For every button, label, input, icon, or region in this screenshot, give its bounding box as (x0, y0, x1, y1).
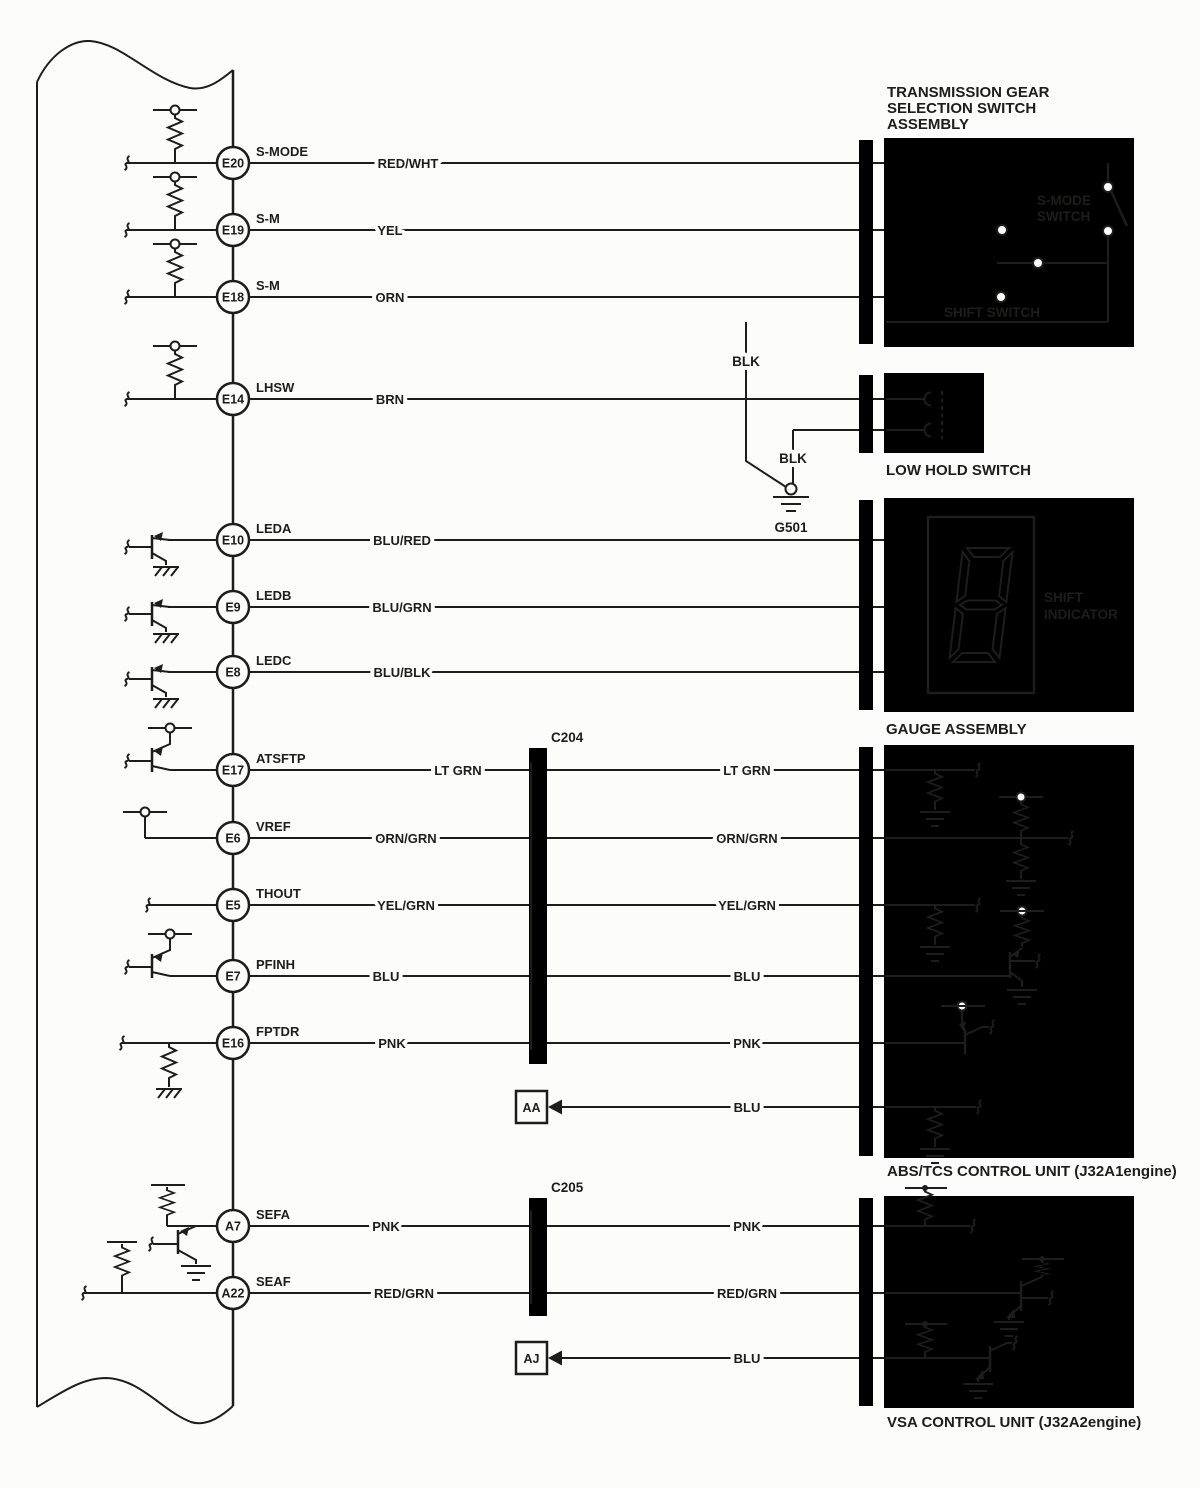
wire-color-label: BLU/BLK (373, 664, 431, 680)
unit-gauge-assembly (859, 498, 1134, 738)
wire-color-label: LT GRN (434, 762, 482, 778)
transistor-pullup-icon (125, 724, 193, 773)
connector-c205 (529, 1180, 584, 1316)
pin-e5 (217, 889, 249, 921)
wire-color-label: BLU/GRN (372, 599, 432, 615)
wire-color-label: YEL/GRN (718, 897, 776, 913)
control-module-torn-strip (37, 41, 233, 1423)
signal-label: S-MODE (256, 144, 308, 159)
svg-text:E10: E10 (221, 533, 245, 548)
pin-e7 (217, 960, 249, 992)
wire-color-label: PNK (733, 1218, 761, 1234)
pulldown-resistor-icon (156, 1043, 182, 1098)
svg-text:E9: E9 (225, 600, 241, 615)
wire-color-label: RED/GRN (717, 1285, 777, 1301)
pin-e18 (217, 281, 249, 313)
pullup-resistor-icon (107, 1242, 137, 1293)
ground-g501-icon (773, 484, 809, 512)
gauge-assembly-label: GAUGE ASSEMBLY (886, 721, 1027, 738)
wire-color-label: BLK (779, 451, 807, 466)
wire-color-label: BLU (733, 968, 761, 984)
vref-pullup-icon (123, 808, 167, 839)
pin-e17 (217, 754, 249, 786)
signal-label: SEFA (256, 1207, 290, 1222)
signal-label: ATSFTP (256, 751, 306, 766)
connector-c204-label: C204 (551, 730, 584, 745)
wire-color-labels-right (716, 763, 777, 1366)
pullup-resistor-icon (153, 106, 197, 164)
wire-color-label: BLU (733, 1350, 761, 1366)
wire-color-label: BLK (732, 354, 760, 369)
wire-color-label: PNK (378, 1035, 406, 1051)
transistor-icon (125, 599, 180, 643)
svg-text:E14: E14 (221, 392, 245, 407)
inline-ref-label: AJ (523, 1352, 540, 1366)
pin-e10 (217, 524, 249, 556)
signal-label: FPTDR (256, 1024, 300, 1039)
abs-tcs-label: ABS/TCS CONTROL UNIT (J32A1engine) (887, 1163, 1177, 1180)
pullup-resistor-icon (153, 342, 197, 400)
pin-e6 (217, 822, 249, 854)
wire-color-label: PNK (372, 1218, 400, 1234)
signal-label: S-M (256, 278, 280, 293)
signal-label: THOUT (256, 886, 301, 901)
signal-label: LEDA (256, 521, 292, 536)
unit-title-line: TRANSMISSION GEAR (887, 84, 1050, 101)
unit-title-line: SELECTION SWITCH (887, 100, 1037, 117)
pin-e19 (217, 214, 249, 246)
pin-e8 (217, 656, 249, 688)
shift-indicator-label: SHIFT (1044, 590, 1083, 605)
signal-label: VREF (256, 819, 291, 834)
signal-label: S-M (256, 211, 280, 226)
svg-text:E20: E20 (221, 156, 245, 171)
module-internal-circuits (107, 106, 211, 1294)
wire-color-label: BLU (733, 1099, 761, 1115)
svg-text:A22: A22 (221, 1286, 245, 1301)
shift-switch-label: SHIFT SWITCH (944, 305, 1040, 320)
wire-color-label: YEL (377, 222, 403, 238)
low-hold-switch-label: LOW HOLD SWITCH (886, 462, 1031, 479)
signal-label: SEAF (256, 1274, 291, 1289)
ground-label: G501 (774, 520, 808, 535)
unit-title-line: ASSEMBLY (887, 116, 969, 133)
inline-connector-aj (516, 1342, 562, 1374)
arrow-left-icon (548, 1100, 562, 1115)
svg-text:E18: E18 (221, 290, 245, 305)
transistor-resistor-icon (149, 1185, 212, 1280)
pullup-resistor-icon (153, 173, 197, 231)
wire-color-label: BLU (372, 968, 400, 984)
pin-a22 (217, 1277, 249, 1309)
unit-transmission-gear-switch (859, 84, 1134, 347)
smode-switch-label: SWITCH (1037, 209, 1091, 224)
arrow-left-icon (548, 1351, 562, 1366)
transistor-pullup-icon (125, 930, 193, 979)
svg-text:E8: E8 (225, 665, 241, 680)
pin-e14 (217, 383, 249, 415)
connector-bracket-icon (859, 1198, 873, 1406)
svg-text:E5: E5 (225, 898, 241, 913)
signal-label: PFINH (256, 957, 295, 972)
pin-e9 (217, 591, 249, 623)
wire-color-label: LT GRN (723, 762, 771, 778)
svg-text:E6: E6 (225, 831, 241, 846)
unit-abs-tcs (859, 745, 1177, 1180)
wire-color-label: RED/WHT (377, 155, 439, 171)
wire-color-label: ORN/GRN (375, 830, 437, 846)
connector-bracket-icon (859, 140, 873, 344)
transistor-icon (125, 664, 180, 708)
wire-color-label: BLU/RED (373, 532, 431, 548)
connector-bracket-icon (859, 375, 873, 453)
smode-switch-label: S-MODE (1037, 193, 1091, 208)
wire-color-label: ORN (375, 289, 405, 305)
svg-text:E7: E7 (225, 969, 241, 984)
signal-label: LHSW (256, 380, 295, 395)
unit-vsa (859, 1185, 1141, 1431)
svg-text:E16: E16 (221, 1036, 245, 1051)
connector-c205-label: C205 (551, 1180, 584, 1195)
transistor-icon (125, 532, 180, 576)
wire-color-label: PNK (733, 1035, 761, 1051)
wire-color-label: RED/GRN (374, 1285, 434, 1301)
pin-e20 (217, 147, 249, 179)
connector-bracket-icon (859, 500, 873, 710)
connector-bracket-icon (859, 747, 873, 1156)
svg-text:E17: E17 (221, 763, 245, 778)
inline-ref-label: AA (522, 1101, 541, 1115)
signal-label: LEDC (256, 653, 292, 668)
shift-indicator-label: INDICATOR (1044, 607, 1118, 622)
svg-text:A7: A7 (225, 1219, 241, 1234)
wire-color-labels-left (372, 156, 481, 1301)
inline-connector-aa (516, 1091, 562, 1123)
pin-a7 (217, 1210, 249, 1242)
wire-color-label: YEL/GRN (377, 897, 435, 913)
vsa-label: VSA CONTROL UNIT (J32A2engine) (887, 1414, 1142, 1431)
pin-e16 (217, 1027, 249, 1059)
connector-c204 (529, 730, 584, 1064)
wire-color-label: BRN (375, 391, 405, 407)
wire-color-label: ORN/GRN (716, 830, 778, 846)
pullup-resistor-icon (153, 240, 197, 298)
svg-text:E19: E19 (221, 223, 245, 238)
pin-signal-labels (256, 144, 308, 1289)
signal-label: LEDB (256, 588, 292, 603)
